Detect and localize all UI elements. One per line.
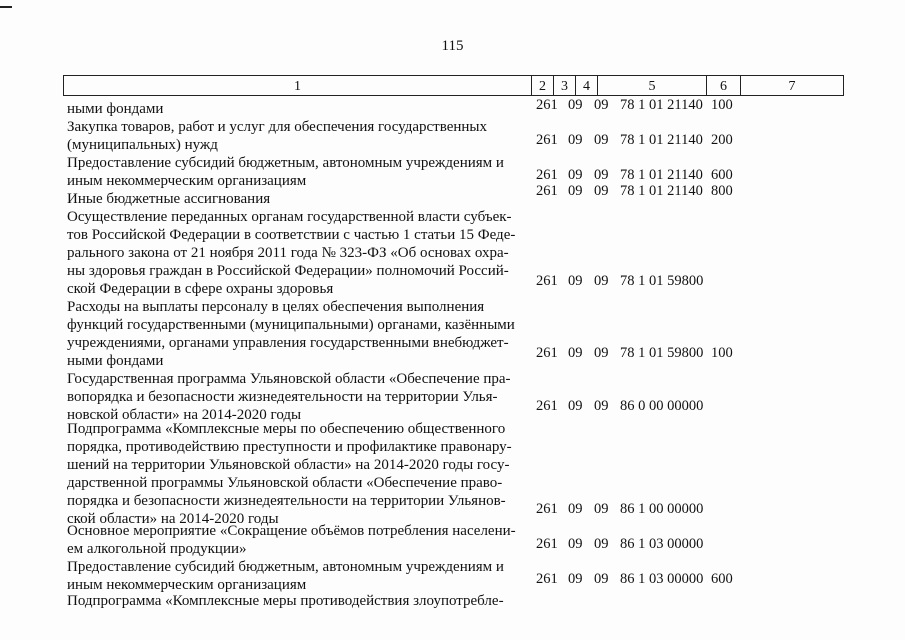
- row-description: Основное мероприятие «Сокращение объёмов потребления населени- ем алкогольной продукции»: [67, 523, 516, 557]
- cell-csr: 78 1 01 21140: [620, 97, 703, 113]
- cell-vr: 200: [711, 132, 733, 148]
- header-col-3: 3: [553, 75, 575, 96]
- row-description: Подпрограмма «Комплексные меры противодействия злоупотребле-: [67, 593, 504, 609]
- cell-pr: 09: [594, 536, 609, 552]
- cell-pr: 09: [594, 97, 609, 113]
- cell-gr: 261: [536, 167, 558, 183]
- cell-rz: 09: [568, 167, 583, 183]
- cell-gr: 261: [536, 398, 558, 414]
- corner-mark: [0, 6, 12, 16]
- cell-pr: 09: [594, 273, 609, 289]
- cell-csr: 78 1 01 21140: [620, 167, 703, 183]
- cell-csr: 78 1 01 59800: [620, 273, 704, 289]
- cell-gr: 261: [536, 132, 558, 148]
- cell-vr: 800: [711, 183, 733, 199]
- cell-rz: 09: [568, 183, 583, 199]
- row-description: Предоставление субсидий бюджетным, автономным учреждениям и иным некоммерческим организациям: [67, 559, 504, 593]
- cell-gr: 261: [536, 501, 558, 517]
- cell-rz: 09: [568, 97, 583, 113]
- row-description: Расходы на выплаты персоналу в целях обеспечения выполнения функций государственными (муниципальными) органами, казёнными учреждениями, органами управления государственными внебюджет- ными фондами: [67, 299, 515, 369]
- cell-gr: 261: [536, 273, 558, 289]
- cell-csr: 86 1 03 00000: [620, 571, 704, 587]
- cell-pr: 09: [594, 398, 609, 414]
- header-col-1: 1: [63, 75, 531, 96]
- cell-csr: 86 1 00 00000: [620, 501, 704, 517]
- row-description: Подпрограмма «Комплексные меры по обеспечению общественного порядка, противодействию преступности и профилактике правонару- шений на территории Ульяновской области» на 2014-2020 годы госу- дарственной программы Ульяновской области «Обеспечение право- порядка и безопасности жизнедеятельности на территории Ульянов- ской области» на 2014-2020 годы: [67, 421, 512, 527]
- cell-rz: 09: [568, 132, 583, 148]
- header-col-4: 4: [575, 75, 597, 96]
- row-description: Предоставление субсидий бюджетным, автономным учреждениям и иным некоммерческим организациям: [67, 155, 504, 189]
- cell-csr: 86 1 03 00000: [620, 536, 704, 552]
- cell-pr: 09: [594, 132, 609, 148]
- header-col-7: 7: [740, 75, 844, 96]
- cell-pr: 09: [594, 501, 609, 517]
- row-description: Иные бюджетные ассигнования: [67, 191, 271, 207]
- cell-gr: 261: [536, 183, 558, 199]
- cell-csr: 78 1 01 21140: [620, 183, 703, 199]
- cell-rz: 09: [568, 571, 583, 587]
- cell-pr: 09: [594, 183, 609, 199]
- cell-gr: 261: [536, 536, 558, 552]
- cell-pr: 09: [594, 571, 609, 587]
- cell-rz: 09: [568, 536, 583, 552]
- header-col-5: 5: [597, 75, 706, 96]
- row-description: Осуществление переданных органам государственной власти субъек- тов Российской Федерации в соответствии с частью 1 статьи 15 Феде- рального закона от 21 ноября 2011 года № 323-ФЗ «Об основах охра- ны здоровья граждан в Российской Федерации» полномочий Россий- ской Федерации в сфере охраны здоровья: [67, 209, 516, 297]
- cell-gr: 261: [536, 571, 558, 587]
- cell-pr: 09: [594, 167, 609, 183]
- cell-rz: 09: [568, 501, 583, 517]
- row-description: Государственная программа Ульяновской области «Обеспечение пра- вопорядка и безопасности жизнедеятельности на территории Улья- новской области» на 2014-2020 годы: [67, 371, 511, 423]
- cell-vr: 100: [711, 345, 733, 361]
- cell-vr: 600: [711, 167, 733, 183]
- row-description: ными фондами: [67, 101, 164, 117]
- cell-csr: 78 1 01 21140: [620, 132, 703, 148]
- cell-rz: 09: [568, 398, 583, 414]
- cell-rz: 09: [568, 273, 583, 289]
- cell-vr: 600: [711, 571, 733, 587]
- cell-rz: 09: [568, 345, 583, 361]
- header-col-6: 6: [706, 75, 740, 96]
- row-description: Закупка товаров, работ и услуг для обеспечения государственных (муниципальных) нужд: [67, 119, 488, 153]
- cell-gr: 261: [536, 345, 558, 361]
- cell-vr: 100: [711, 97, 733, 113]
- page-number: 115: [441, 38, 464, 54]
- cell-pr: 09: [594, 345, 609, 361]
- header-col-2: 2: [531, 75, 553, 96]
- cell-csr: 86 0 00 00000: [620, 398, 704, 414]
- cell-gr: 261: [536, 97, 558, 113]
- cell-csr: 78 1 01 59800: [620, 345, 704, 361]
